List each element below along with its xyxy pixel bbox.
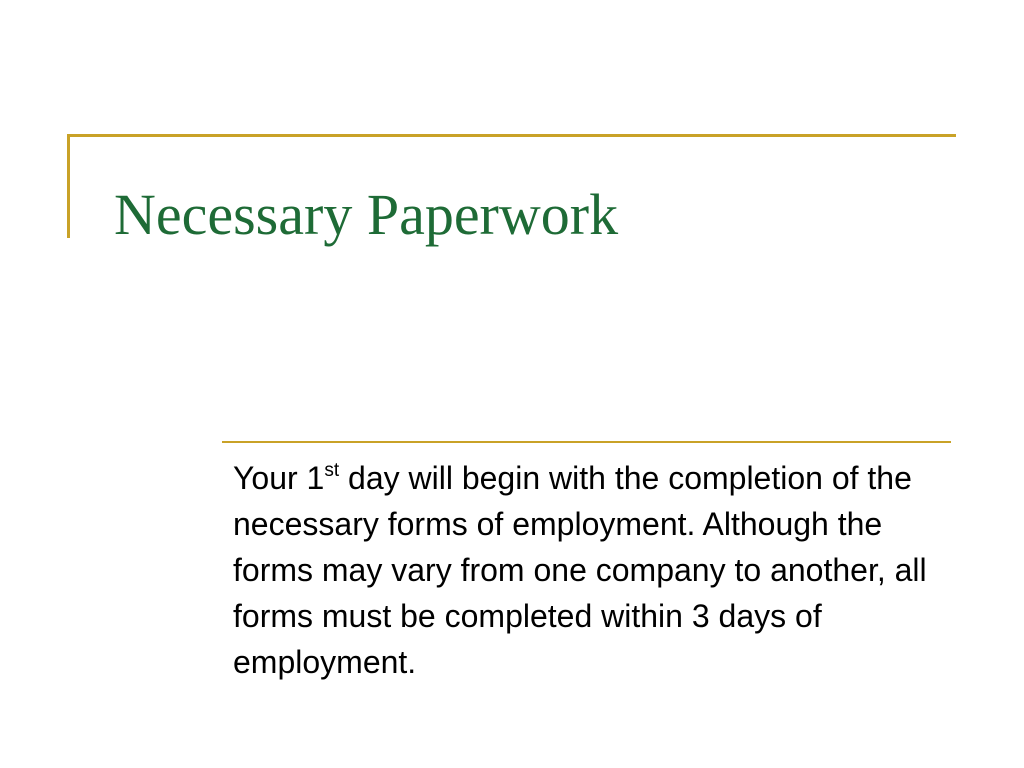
body-text-rest: day will begin with the completion of the necessary forms of employment. Although the forms may vary from one company to another, all forms must be completed within 3 days of employment. bbox=[233, 460, 927, 680]
title-top-rule bbox=[67, 134, 956, 137]
body-paragraph bbox=[233, 455, 933, 685]
ordinal-superscript: st bbox=[324, 460, 340, 481]
title-left-rule bbox=[67, 134, 70, 238]
body-top-rule bbox=[222, 441, 951, 443]
slide-title: Necessary Paperwork bbox=[114, 182, 619, 247]
body-text-start: Your 1 bbox=[233, 460, 325, 496]
